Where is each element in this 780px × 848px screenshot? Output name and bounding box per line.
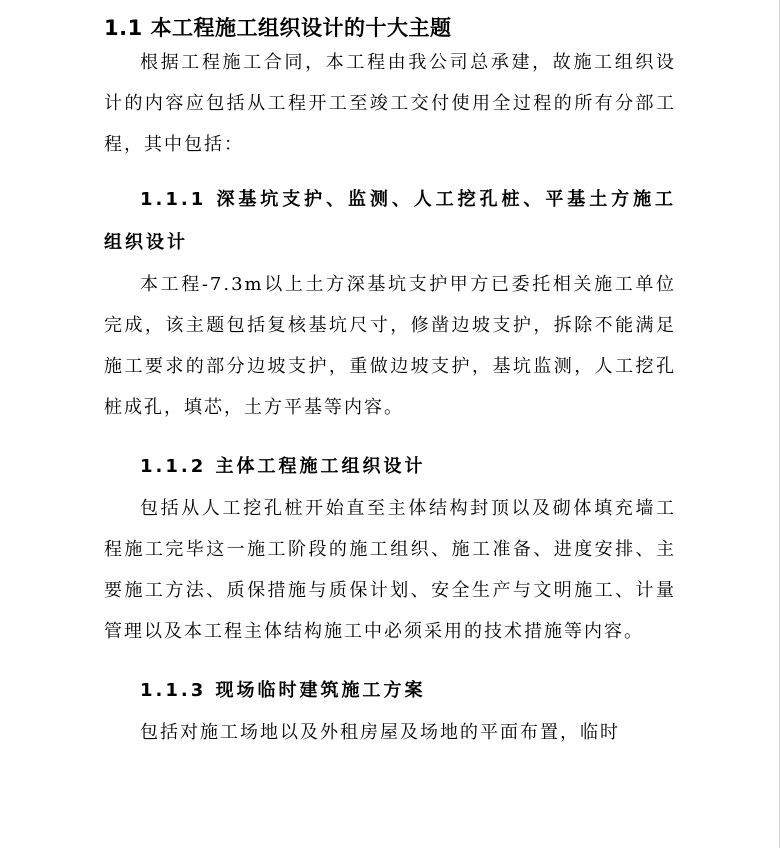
- subsection-body-1-1-3: 包括对施工场地以及外租房屋及场地的平面布置，临时: [140, 722, 620, 743]
- subsection-heading-1-1-3: 1.1.3 现场临时建筑施工方案: [140, 680, 426, 701]
- subsection-heading-1-1-2: 1.1.2 主体工程施工组织设计: [140, 456, 426, 477]
- subsection-body-1-1-1: 本工程-7.3m以上土方深基坑支护甲方已委托相关施工单位完成，该主题包括复核基坑尺寸，修凿边坡支护，拆除不能满足施工要求的部分边坡支护，重做边坡支护，基坑监测，人工挖孔桩成孔，填芯，土方平基等内容。: [104, 274, 676, 418]
- section-title: 1.1 本工程施工组织设计的十大主题: [104, 16, 452, 40]
- subsection-heading-1-1-1: 1.1.1 深基坑支护、监测、人工挖孔桩、平基土方施工组织设计: [104, 189, 676, 253]
- subsection-body-1-1-2: 包括从人工挖孔桩开始直至主体结构封顶以及砌体填充墙工程施工完毕这一施工阶段的施工组织、施工准备、进度安排、主要施工方法、质保措施与质保计划、安全生产与文明施工、计量管理以及本工程主体结构施工中必须采用的技术措施等内容。: [104, 498, 676, 642]
- intro-paragraph: 根据工程施工合同，本工程由我公司总承建，故施工组织设计的内容应包括从工程开工至竣工交付使用全过程的所有分部工程，其中包括：: [104, 52, 676, 155]
